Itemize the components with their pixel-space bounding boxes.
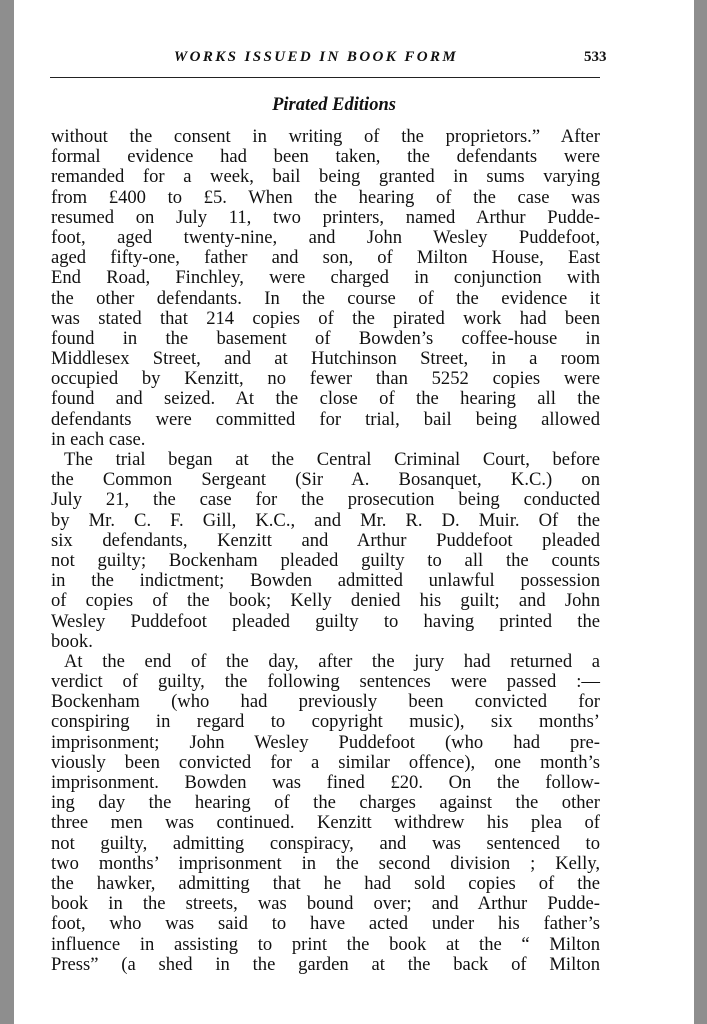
- text-line: two months’ imprisonment in the second division ; Kelly,: [51, 852, 600, 874]
- text-line: Wesley Puddefoot pleaded guilty to having printed the: [51, 610, 600, 632]
- text-line: the Common Sergeant (Sir A. Bosanquet, K.C.) on: [51, 469, 600, 491]
- text-line: remanded for a week, bail being granted in sums varying: [51, 166, 600, 188]
- text-line: six defendants, Kenzitt and Arthur Puddefoot pleaded: [51, 529, 600, 551]
- text-line: found and seized. At the close of the hearing all the: [51, 388, 600, 410]
- section-heading: Pirated Editions: [272, 95, 396, 115]
- text-line: imprisonment; John Wesley Puddefoot (who had pre-: [51, 731, 600, 753]
- text-line: influence in assisting to print the book at the “ Milton: [51, 933, 600, 955]
- text-line: resumed on July 11, two printers, named Arthur Pudde-: [51, 206, 600, 228]
- text-line: foot, who was said to have acted under his father’s: [51, 913, 600, 935]
- text-line: in each case.: [51, 428, 146, 450]
- text-line: imprisonment. Bowden was fined £20. On the follow-: [51, 772, 600, 793]
- text-line: book.: [51, 630, 93, 652]
- text-line: by Mr. C. F. Gill, K.C., and Mr. R. D. Muir. Of the: [51, 509, 600, 531]
- text-line: Bockenham (who had previously been convicted for: [51, 691, 600, 713]
- text-line: Middlesex Street, and at Hutchinson Street, in a room: [51, 348, 600, 370]
- text-line: At the end of the day, after the jury had returned a: [64, 650, 600, 672]
- text-line: not guilty; Bockenham pleaded guilty to all the counts: [51, 549, 600, 571]
- text-line: formal evidence had been taken, the defendants were: [51, 146, 600, 168]
- body-text: [51, 127, 600, 975]
- text-line: verdict of guilty, the following sentences were passed :—: [51, 671, 600, 693]
- text-line: in the indictment; Bowden admitted unlawful possession: [51, 570, 600, 592]
- text-line: found in the basement of Bowden’s coffee-house in: [51, 327, 600, 349]
- text-line: three men was continued. Kenzitt withdrew his plea of: [51, 812, 600, 834]
- text-line: not guilty, admitting conspiracy, and was sentenced to: [51, 832, 600, 854]
- text-line: book in the streets, was bound over; and Arthur Pudde-: [51, 893, 600, 915]
- running-head: [50, 46, 582, 72]
- page-number: 533: [584, 49, 607, 65]
- text-line: The trial began at the Central Criminal Court, before: [64, 449, 600, 470]
- text-line: aged fifty-one, father and son, of Milton House, East: [51, 247, 600, 269]
- text-line: foot, aged twenty-nine, and John Wesley Puddefoot,: [51, 226, 600, 248]
- text-line: was stated that 214 copies of the pirated work had been: [51, 307, 600, 329]
- text-line: from £400 to £5. When the hearing of the case was: [51, 186, 600, 208]
- text-line: occupied by Kenzitt, no fewer than 5252 copies were: [51, 368, 600, 390]
- text-line: of copies of the book; Kelly denied his guilt; and John: [51, 590, 600, 612]
- text-line: without the consent in writing of the proprietors.” After: [51, 126, 600, 147]
- header-rule: [50, 77, 600, 78]
- running-head-title: WORKS ISSUED IN BOOK FORM: [173, 49, 459, 65]
- text-line: Press” (a shed in the garden at the back of Milton: [51, 953, 600, 975]
- text-line: ing day the hearing of the charges against the other: [51, 792, 600, 814]
- text-line: viously been convicted for a similar offence), one month’s: [51, 751, 600, 773]
- text-line: conspiring in regard to copyright music), six months’: [51, 711, 600, 733]
- book-page: [14, 0, 694, 1024]
- text-line: End Road, Finchley, were charged in conjunction with: [51, 267, 600, 289]
- text-line: defendants were committed for trial, bail being allowed: [51, 408, 600, 430]
- text-line: the other defendants. In the course of the evidence it: [51, 287, 600, 309]
- text-line: the hawker, admitting that he had sold copies of the: [51, 872, 600, 894]
- text-line: July 21, the case for the prosecution being conducted: [51, 489, 600, 511]
